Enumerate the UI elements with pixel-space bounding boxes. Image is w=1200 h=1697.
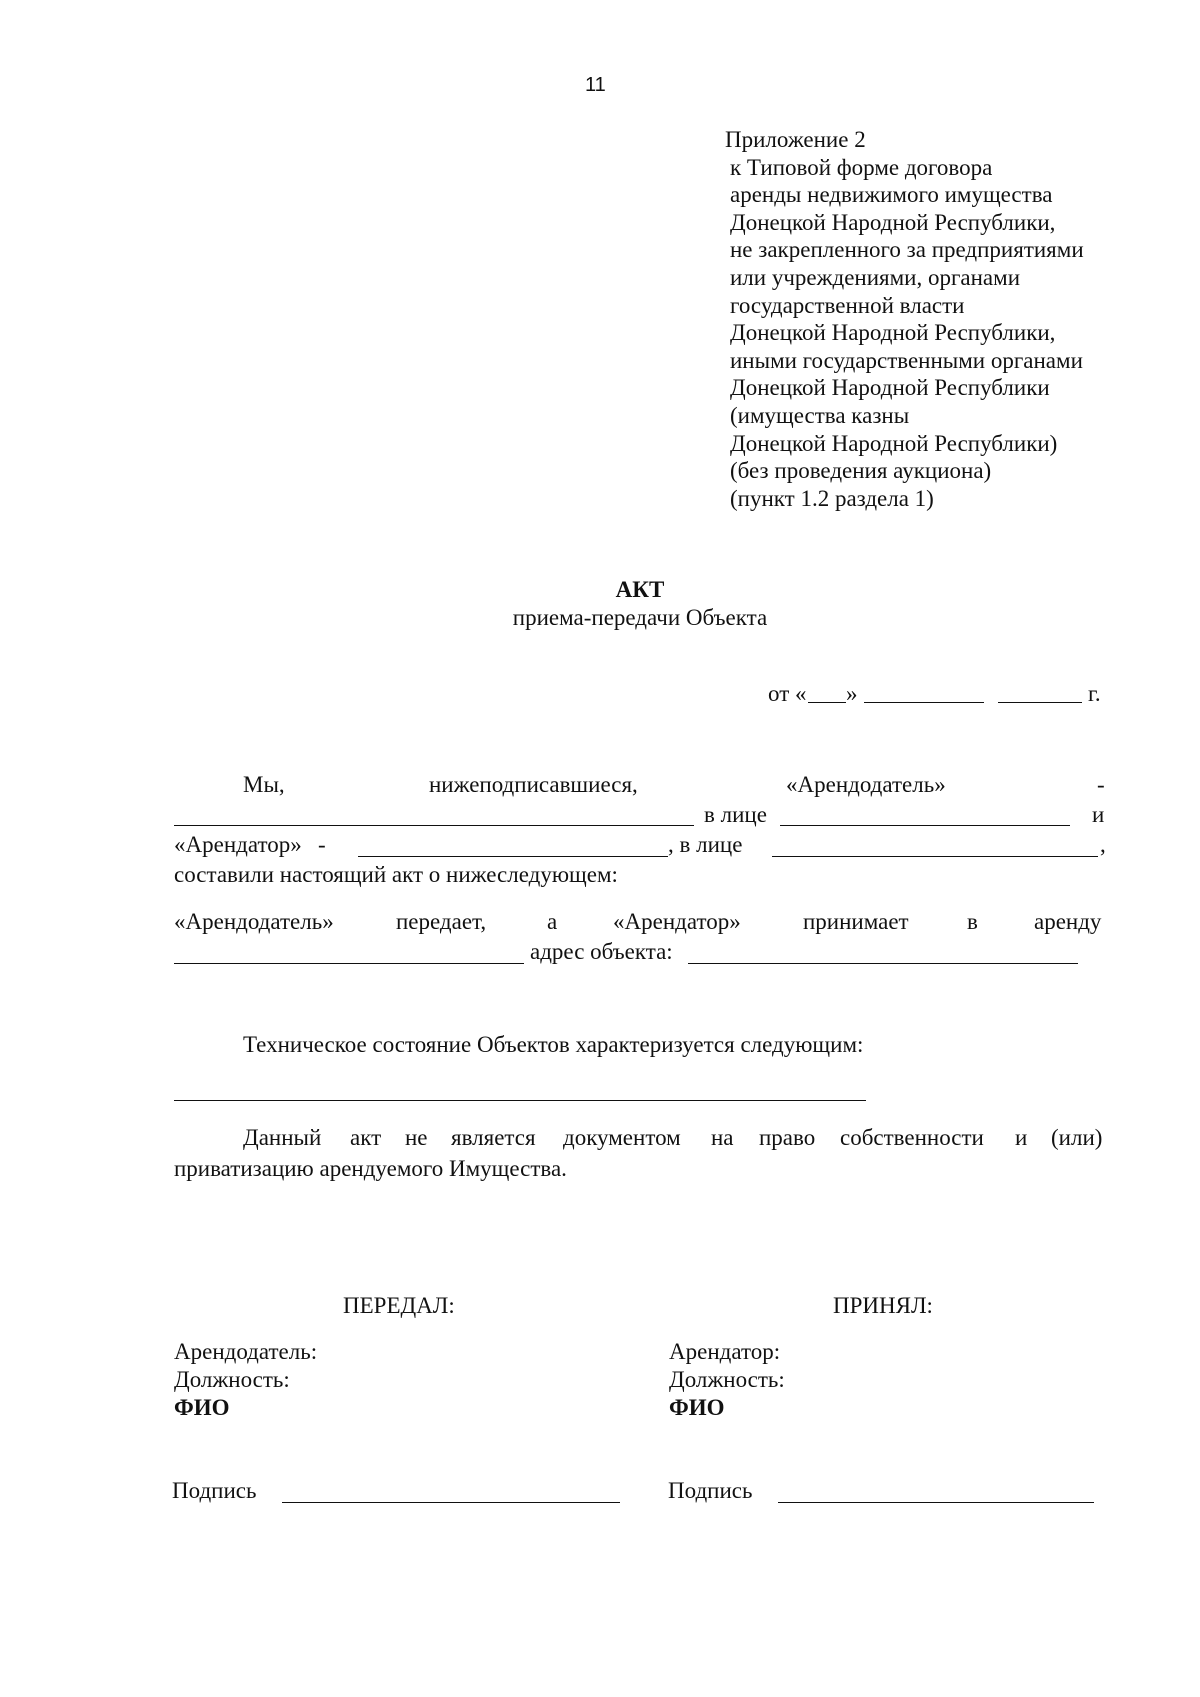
disclaimer-word: и	[1015, 1125, 1028, 1150]
appendix-line: государственной власти	[730, 292, 965, 318]
disclaimer-word: собственности	[840, 1125, 984, 1150]
tenant-sign-label: Подпись	[668, 1478, 753, 1503]
appendix-line: аренды недвижимого имущества	[730, 182, 1053, 208]
landlord-signature-field[interactable]	[282, 1502, 620, 1503]
disclaimer-word: не	[405, 1125, 428, 1150]
appendix-line: не закрепленного за предприятиями	[730, 237, 1084, 263]
appendix-line: Донецкой Народной Республики,	[730, 320, 1056, 346]
appendix-line: Донецкой Народной Республики)	[730, 430, 1058, 456]
disclaimer-word: является	[451, 1125, 536, 1150]
landlord-representative-field[interactable]	[780, 825, 1070, 826]
tech-state-field[interactable]	[174, 1100, 866, 1101]
para2-word: «Арендатор»	[613, 909, 741, 934]
para1-word: нижеподписавшиеся,	[429, 772, 638, 797]
appendix-line: к Типовой форме договора	[730, 154, 993, 180]
appendix-line: Донецкой Народной Республики	[730, 375, 1050, 401]
tenant-label: «Арендатор»	[174, 832, 302, 857]
para2-word: а	[547, 909, 558, 934]
appendix-line: (без проведения аукциона)	[730, 458, 992, 484]
disclaimer-word: на	[711, 1125, 734, 1150]
document-title: АКТ	[615, 577, 665, 602]
para2-word: в	[967, 909, 978, 934]
para2-word: принимает	[803, 909, 909, 934]
tenant-dash: -	[318, 832, 326, 857]
disclaimer-word: Данный	[243, 1125, 322, 1150]
para1-word: -	[1097, 772, 1105, 797]
date-prefix: от «	[768, 681, 807, 706]
and-word: и	[1092, 802, 1105, 827]
comma: ,	[1100, 832, 1106, 857]
accepted-heading: ПРИНЯЛ:	[833, 1293, 933, 1318]
disclaimer-word: (или)	[1051, 1125, 1103, 1150]
tenant-fio-label: ФИО	[669, 1395, 725, 1420]
para1-word: «Арендодатель»	[786, 772, 946, 797]
date-year-field[interactable]	[998, 702, 1082, 703]
appendix-line: Приложение 2	[725, 127, 866, 152]
para1-word: Мы,	[243, 772, 285, 797]
appendix-line: или учреждениями, органами	[730, 264, 1021, 290]
landlord-position-label: Должность:	[174, 1367, 290, 1392]
document-subtitle: приема-передачи Объекта	[512, 605, 768, 630]
appendix-header	[725, 126, 1150, 512]
tenant-position-label: Должность:	[669, 1367, 785, 1392]
appendix-line: (имущества казны	[730, 402, 910, 428]
landlord-role-label: Арендодатель:	[174, 1339, 318, 1364]
para1-end: составили настоящий акт о нижеследующем:	[174, 862, 618, 887]
appendix-line: Донецкой Народной Республики,	[730, 209, 1056, 235]
tenant-role-label: Арендатор:	[669, 1339, 781, 1364]
date-day-field[interactable]	[808, 702, 846, 703]
landlord-sign-label: Подпись	[172, 1478, 257, 1503]
date-suffix: г.	[1088, 681, 1101, 706]
date-month-field[interactable]	[864, 702, 984, 703]
tenant-name-field[interactable]	[358, 856, 668, 857]
object-name-field[interactable]	[174, 963, 524, 964]
para2-word: передает,	[396, 909, 487, 934]
in-face-label-2: , в лице	[668, 832, 743, 857]
in-face-label: в лице	[704, 802, 767, 827]
address-label: адрес объекта:	[530, 939, 673, 964]
disclaimer-word: документом	[563, 1125, 681, 1150]
date-mid: »	[846, 681, 858, 706]
tenant-signature-field[interactable]	[778, 1502, 1094, 1503]
disclaimer-line2: приватизацию арендуемого Имущества.	[174, 1156, 567, 1181]
disclaimer-word: акт	[350, 1125, 382, 1150]
disclaimer-word: право	[759, 1125, 816, 1150]
page-number: 11	[585, 74, 606, 96]
object-address-field[interactable]	[688, 963, 1078, 964]
appendix-line: иными государственными органами	[730, 347, 1083, 373]
transferred-heading: ПЕРЕДАЛ:	[343, 1293, 455, 1318]
landlord-fio-label: ФИО	[174, 1395, 230, 1420]
tenant-representative-field[interactable]	[772, 856, 1098, 857]
tech-state-text: Техническое состояние Объектов характеризуется следующим:	[243, 1032, 864, 1057]
para2-word: аренду	[1034, 909, 1102, 934]
para2-word: «Арендодатель»	[174, 909, 334, 934]
landlord-name-field[interactable]	[174, 825, 694, 826]
appendix-line: (пункт 1.2 раздела 1)	[730, 485, 934, 511]
